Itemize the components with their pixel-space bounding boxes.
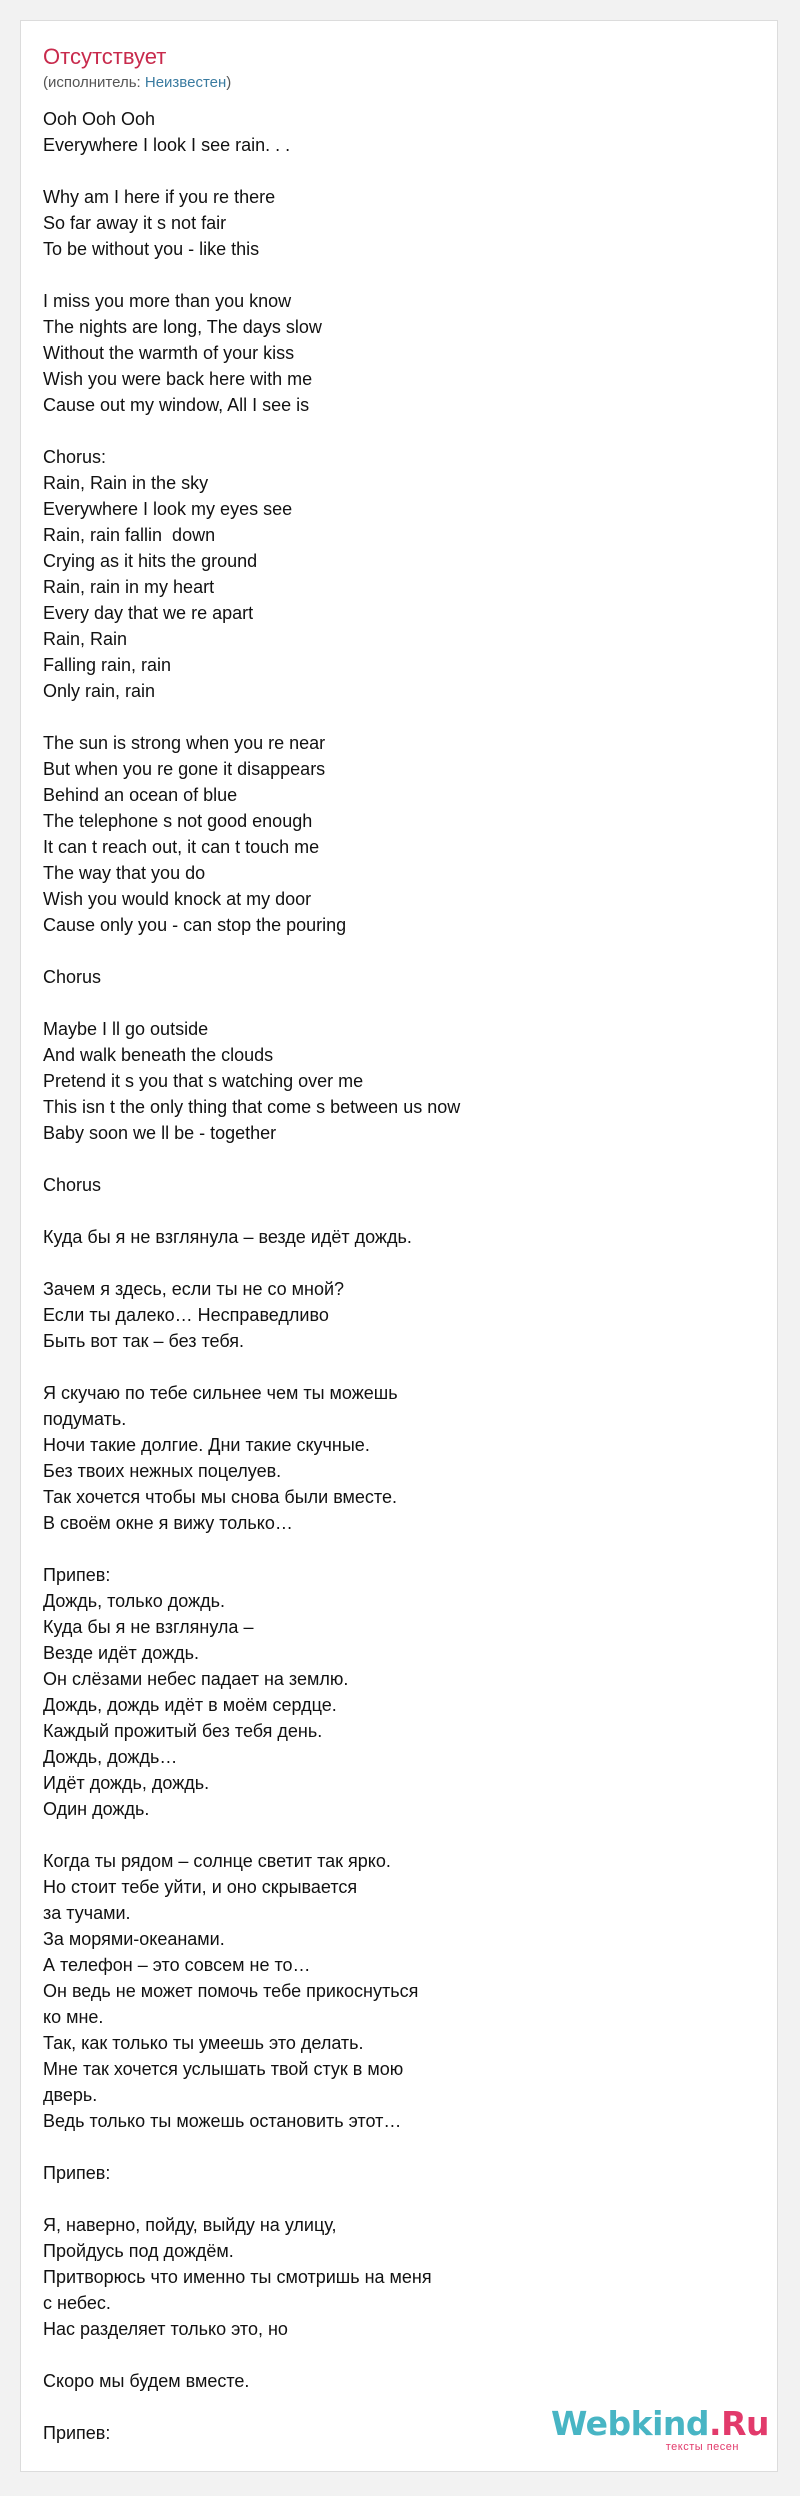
logo-brand-name: Webkind [550,2404,710,2443]
lyrics-line: Wish you would knock at my door [43,889,312,909]
lyrics-line: Один дождь. [43,1799,150,1819]
lyrics-text [43,106,743,2446]
lyrics-line: Припев: [43,2423,111,2443]
lyrics-line: Если ты далеко… Несправедливо [43,1305,329,1325]
lyrics-line: Without the warmth of your kiss [43,343,295,363]
lyrics-line: Ведь только ты можешь остановить этот… [43,2111,402,2131]
lyrics-line: Дождь, дождь… [43,1747,178,1767]
webkind-logo[interactable] [550,2404,769,2453]
logo-tagline: тексты песен [665,2441,739,2453]
lyrics-line: За морями-океанами. [43,1929,225,1949]
lyrics-line: Wish you were back here with me [43,369,313,389]
lyrics-card [20,20,778,2472]
lyrics-line: Chorus: [43,447,107,467]
lyrics-line: Он слёзами небес падает на землю. [43,1669,349,1689]
lyrics-blank-line [43,2342,743,2368]
lyrics-line: Скоро мы будем вместе. [43,2371,250,2391]
lyrics-line: Он ведь не может помочь тебе прикоснуться [43,1981,419,2001]
lyrics-blank-line [43,418,743,444]
lyrics-line: Every day that we re apart [43,603,254,623]
lyrics-blank-line [43,1198,743,1224]
lyrics-line: Куда бы я не взглянула – [43,1617,254,1637]
lyrics-line: Я скучаю по тебе сильнее чем ты можешь [43,1383,398,1403]
lyrics-line: Cause out my window, All I see is [43,395,310,415]
lyrics-line: The nights are long, The days slow [43,317,322,337]
lyrics-line: Но стоит тебе уйти, и оно скрывается [43,1877,358,1897]
lyrics-line: Нас разделяет только это, но [43,2319,288,2339]
logo-brand [550,2404,769,2443]
lyrics-line: Everywhere I look I see rain. . . [43,135,291,155]
lyrics-line: The way that you do [43,863,206,883]
lyrics-line: Ночи такие долгие. Дни такие скучные. [43,1435,370,1455]
lyrics-line: To be without you - like this [43,239,260,259]
lyrics-line: Chorus [43,967,102,987]
lyrics-line: дверь. [43,2085,98,2105]
lyrics-line: Baby soon we ll be - together [43,1123,277,1143]
lyrics-line: It can t reach out, it can t touch me [43,837,320,857]
lyrics-line: подумать. [43,1409,127,1429]
lyrics-blank-line [43,704,743,730]
lyrics-line: В своём окне я вижу только… [43,1513,293,1533]
lyrics-blank-line [43,1354,743,1380]
lyrics-blank-line [43,1822,743,1848]
lyrics-line: Пройдусь под дождём. [43,2241,234,2261]
lyrics-line: Быть вот так – без тебя. [43,1331,245,1351]
lyrics-line: This isn t the only thing that come s between us now [43,1097,461,1117]
artist-link[interactable]: Неизвестен [144,74,227,91]
lyrics-line: The sun is strong when you re near [43,733,326,753]
lyrics-line: Rain, Rain in the sky [43,473,209,493]
lyrics-line: Crying as it hits the ground [43,551,258,571]
lyrics-line: с небес. [43,2293,111,2313]
lyrics-line: Why am I here if you re there [43,187,276,207]
lyrics-blank-line [43,158,743,184]
lyrics-line: Мне так хочется услышать твой стук в мою [43,2059,404,2079]
lyrics-line: Rain, rain fallin down [43,525,216,545]
lyrics-line: So far away it s not fair [43,213,227,233]
lyrics-blank-line [43,938,743,964]
lyrics-line: Зачем я здесь, если ты не со мной? [43,1279,345,1299]
lyrics-line: Everywhere I look my eyes see [43,499,293,519]
lyrics-line: Only rain, rain [43,681,156,701]
lyrics-line: Chorus [43,1175,102,1195]
lyrics-line: Каждый прожитый без тебя день. [43,1721,323,1741]
lyrics-line: Pretend it s you that s watching over me [43,1071,364,1091]
lyrics-line: Дождь, дождь идёт в моём сердце. [43,1695,337,1715]
lyrics-line: I miss you more than you know [43,291,292,311]
lyrics-blank-line [43,1250,743,1276]
artist-prefix: (исполнитель: [43,74,145,91]
lyrics-line: Rain, rain in my heart [43,577,215,597]
lyrics-blank-line [43,990,743,1016]
lyrics-line: The telephone s not good enough [43,811,313,831]
lyrics-blank-line [43,2134,743,2160]
lyrics-line: And walk beneath the clouds [43,1045,274,1065]
lyrics-line: Я, наверно, пойду, выйду на улицу, [43,2215,337,2235]
lyrics-line: Так хочется чтобы мы снова были вместе. [43,1487,397,1507]
lyrics-line: за тучами. [43,1903,131,1923]
lyrics-line: Без твоих нежных поцелуев. [43,1461,282,1481]
artist-suffix: ) [226,74,232,91]
lyrics-line: Идёт дождь, дождь. [43,1773,210,1793]
lyrics-blank-line [43,1536,743,1562]
lyrics-line: But when you re gone it disappears [43,759,326,779]
lyrics-line: А телефон – это совсем не то… [43,1955,311,1975]
lyrics-line: Ooh Ooh Ooh [43,109,156,129]
lyrics-line: Дождь, только дождь. [43,1591,225,1611]
lyrics-line: Везде идёт дождь. [43,1643,200,1663]
lyrics-line: ко мне. [43,2007,104,2027]
lyrics-line: Притворюсь что именно ты смотришь на меня [43,2267,432,2287]
lyrics-line: Maybe I ll go outside [43,1019,209,1039]
logo-brand-tld: .Ru [709,2404,769,2443]
lyrics-line: Так, как только ты умеешь это делать. [43,2033,364,2053]
lyrics-line: Falling rain, rain [43,655,172,675]
lyrics-line: Rain, Rain [43,629,128,649]
lyrics-blank-line [43,1146,743,1172]
song-title: Отсутствует [43,44,167,69]
lyrics-blank-line [43,262,743,288]
lyrics-line: Cause only you - can stop the pouring [43,915,347,935]
lyrics-line: Припев: [43,1565,111,1585]
lyrics-blank-line [43,2186,743,2212]
lyrics-line: Behind an ocean of blue [43,785,238,805]
lyrics-line: Когда ты рядом – солнце светит так ярко. [43,1851,391,1871]
lyrics-line: Припев: [43,2163,111,2183]
artist-line [43,73,231,93]
lyrics-line: Куда бы я не взглянула – везде идёт дождь. [43,1227,412,1247]
